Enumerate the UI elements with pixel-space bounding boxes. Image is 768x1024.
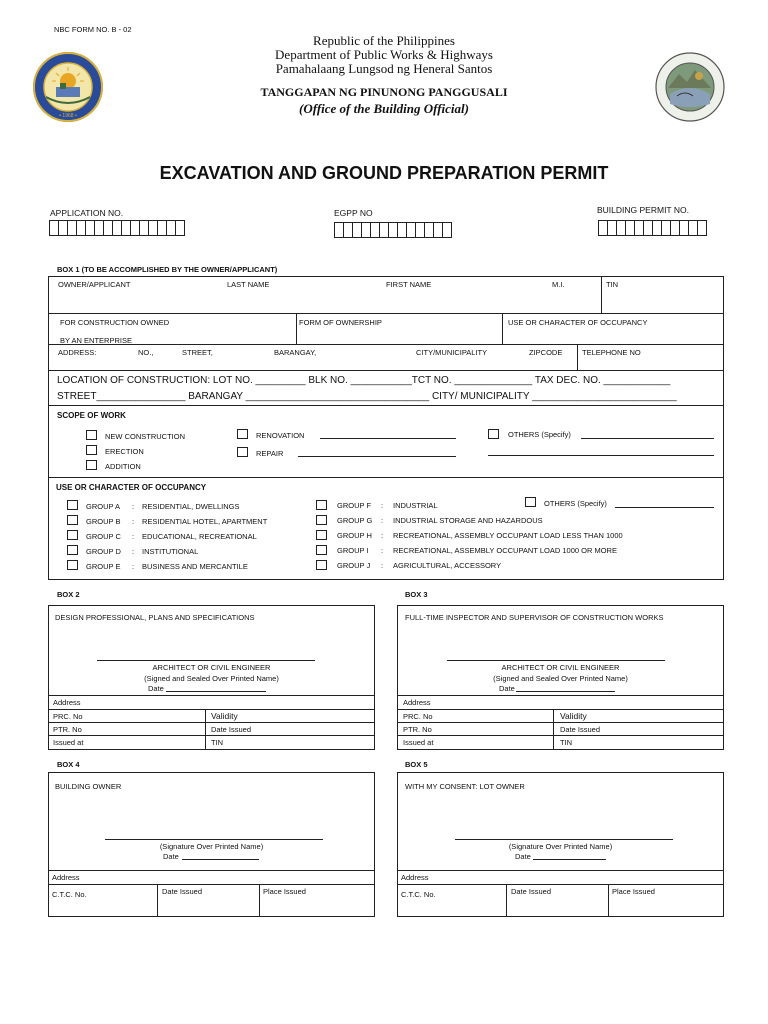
group-sep: : bbox=[132, 517, 135, 526]
svg-text:• 1968 •: • 1968 • bbox=[59, 113, 77, 119]
box3-date-line[interactable] bbox=[516, 691, 615, 692]
box3-address-label: Address bbox=[403, 698, 431, 707]
group-code: GROUP F bbox=[337, 501, 372, 510]
box5-date-label: Date bbox=[515, 852, 531, 861]
repair-checkbox[interactable] bbox=[237, 447, 248, 457]
box3-signer: ARCHITECT OR CIVIL ENGINEER bbox=[501, 663, 620, 672]
box2-validity-label: Validity bbox=[211, 711, 238, 721]
building-permit-no-field[interactable] bbox=[599, 220, 707, 236]
location-of-construction-line[interactable]: LOCATION OF CONSTRUCTION: LOT NO. _________ BLK NO. ___________TCT NO. ______________ TAX DEC. NO. ____________ bbox=[57, 375, 671, 386]
box4-ctc-label: C.T.C. No. bbox=[52, 890, 87, 899]
box5-signed-note: (Signature Over Printed Name) bbox=[508, 842, 613, 851]
group-code: GROUP H bbox=[337, 531, 372, 540]
group-c-checkbox[interactable] bbox=[67, 530, 78, 540]
others-scope-label: OTHERS (Specify) bbox=[508, 430, 571, 439]
address-barangay-label: BARANGAY, bbox=[274, 348, 317, 357]
occupancy-others-specify-line[interactable] bbox=[615, 507, 714, 508]
box2-signed-note: (Signed and Sealed Over Printed Name) bbox=[144, 674, 279, 683]
box5-address-label: Address bbox=[401, 873, 429, 882]
box2-prc-label: PRC. No bbox=[53, 712, 83, 721]
by-an-enterprise-label: BY AN ENTERPRISE bbox=[60, 336, 132, 345]
box2-date-line[interactable] bbox=[166, 691, 266, 692]
group-sep: : bbox=[381, 546, 384, 555]
group-code: GROUP E bbox=[86, 562, 121, 571]
form-of-ownership-label: FORM OF OWNERSHIP bbox=[299, 318, 382, 327]
occupancy-others-checkbox[interactable] bbox=[525, 497, 536, 507]
box4-signed-note: (Signature Over Printed Name) bbox=[159, 842, 264, 851]
page-title: EXCAVATION AND GROUND PREPARATION PERMIT bbox=[159, 163, 609, 183]
new-construction-checkbox[interactable] bbox=[86, 430, 97, 440]
box2-signature-line[interactable] bbox=[97, 660, 315, 661]
group-desc: RECREATIONAL, ASSEMBLY OCCUPANT LOAD 1000 OR MORE bbox=[393, 546, 617, 555]
erection-label: ERECTION bbox=[105, 447, 144, 456]
box3-signature-line[interactable] bbox=[447, 660, 665, 661]
box3-issued-at-label: Issued at bbox=[403, 738, 434, 747]
group-sep: : bbox=[132, 547, 135, 556]
group-desc: RESIDENTIAL HOTEL, APARTMENT bbox=[142, 517, 268, 526]
box4-date-issued-label: Date Issued bbox=[162, 887, 203, 896]
box5-place-issued-label: Place Issued bbox=[612, 887, 655, 896]
others-scope-specify-line-2[interactable] bbox=[488, 455, 714, 456]
owner-applicant-label: OWNER/APPLICANT bbox=[58, 280, 131, 289]
box3-ptr-label: PTR. No bbox=[403, 725, 432, 734]
box2-address-label: Address bbox=[53, 698, 81, 707]
box3-label: BOX 3 bbox=[405, 590, 428, 599]
box5-date-line[interactable] bbox=[533, 859, 606, 860]
group-desc: INDUSTRIAL STORAGE AND HAZARDOUS bbox=[393, 516, 543, 525]
last-name-label: LAST NAME bbox=[227, 280, 270, 289]
group-g-checkbox[interactable] bbox=[316, 515, 327, 525]
telephone-no-label: TELEPHONE NO bbox=[582, 348, 641, 357]
group-code: GROUP D bbox=[86, 547, 121, 556]
box3-prc-label: PRC. No bbox=[403, 712, 433, 721]
application-no-label: APPLICATION NO. bbox=[50, 208, 124, 218]
group-desc: AGRICULTURAL, ACCESSORY bbox=[393, 561, 502, 570]
group-desc: INSTITUTIONAL bbox=[142, 547, 199, 556]
new-construction-label: NEW CONSTRUCTION bbox=[105, 432, 185, 441]
header-department: Department of Public Works & Highways bbox=[275, 47, 493, 62]
header-republic: Republic of the Philippines bbox=[313, 33, 455, 48]
repair-label: REPAIR bbox=[256, 449, 284, 458]
tin-label: TIN bbox=[606, 280, 619, 289]
box3-validity-label: Validity bbox=[560, 711, 587, 721]
erection-checkbox[interactable] bbox=[86, 445, 97, 455]
box5-ctc-label: C.T.C. No. bbox=[401, 890, 436, 899]
office-name-english: (Office of the Building Official) bbox=[299, 101, 469, 116]
building-permit-no-label: BUILDING PERMIT NO. bbox=[597, 205, 689, 215]
group-code: GROUP B bbox=[86, 517, 121, 526]
address-street-label: STREET, bbox=[182, 348, 213, 357]
group-code: GROUP I bbox=[337, 546, 369, 555]
box5-date-issued-label: Date Issued bbox=[511, 887, 552, 896]
others-scope-checkbox[interactable] bbox=[488, 429, 499, 439]
occupancy-others-label: OTHERS (Specify) bbox=[544, 499, 607, 508]
group-desc: INDUSTRIAL bbox=[393, 501, 438, 510]
mi-label: M.I. bbox=[552, 280, 565, 289]
group-b-checkbox[interactable] bbox=[67, 515, 78, 525]
group-code: GROUP A bbox=[86, 502, 121, 511]
header-city-government: Pamahalaang Lungsod ng Heneral Santos bbox=[275, 61, 493, 76]
box2-heading: DESIGN PROFESSIONAL, PLANS AND SPECIFICATIONS bbox=[55, 613, 255, 622]
box2-issued-at-label: Issued at bbox=[53, 738, 84, 747]
group-h-checkbox[interactable] bbox=[316, 530, 327, 540]
group-d-checkbox[interactable] bbox=[67, 545, 78, 555]
group-j-checkbox[interactable] bbox=[316, 560, 327, 570]
occupancy-title: USE OR CHARACTER OF OCCUPANCY bbox=[56, 483, 207, 492]
box4-place-issued-label: Place Issued bbox=[263, 887, 306, 896]
box3-date-label: Date bbox=[499, 684, 515, 693]
group-f-checkbox[interactable] bbox=[316, 500, 327, 510]
box3-heading: FULL-TIME INSPECTOR AND SUPERVISOR OF CONSTRUCTION WORKS bbox=[405, 613, 664, 622]
address-city-label: CITY/MUNICIPALITY bbox=[416, 348, 488, 357]
box4-heading: BUILDING OWNER bbox=[55, 782, 122, 791]
group-sep: : bbox=[381, 501, 384, 510]
box1-title: BOX 1 (TO BE ACCOMPLISHED BY THE OWNER/APPLICANT) bbox=[57, 265, 278, 274]
egpp-no-label: EGPP NO bbox=[334, 208, 373, 218]
group-desc: BUSINESS AND MERCANTILE bbox=[142, 562, 248, 571]
box4-date-label: Date bbox=[163, 852, 179, 861]
group-a-checkbox[interactable] bbox=[67, 500, 78, 510]
box4-date-line[interactable] bbox=[182, 859, 259, 860]
group-desc: EDUCATIONAL, RECREATIONAL bbox=[142, 532, 257, 541]
group-sep: : bbox=[381, 531, 384, 540]
box2-signer: ARCHITECT OR CIVIL ENGINEER bbox=[152, 663, 271, 672]
for-construction-owned-label: FOR CONSTRUCTION OWNED bbox=[60, 318, 170, 327]
box2-date-issued-label: Date Issued bbox=[211, 725, 252, 734]
group-sep: : bbox=[381, 561, 384, 570]
box3-signed-note: (Signed and Sealed Over Printed Name) bbox=[493, 674, 628, 683]
use-or-character-label: USE OR CHARACTER OF OCCUPANCY bbox=[508, 318, 648, 327]
box2-ptr-label: PTR. No bbox=[53, 725, 82, 734]
group-desc: RESIDENTIAL, DWELLINGS bbox=[142, 502, 240, 511]
address-zipcode-label: ZIPCODE bbox=[529, 348, 563, 357]
box4-label: BOX 4 bbox=[57, 760, 80, 769]
box3-date-issued-label: Date Issued bbox=[560, 725, 601, 734]
addition-checkbox[interactable] bbox=[86, 460, 97, 470]
others-scope-specify-line[interactable] bbox=[581, 438, 714, 439]
street-barangay-city-line[interactable]: STREET________________ BARANGAY _________________________________ CITY/ MUNICIPALITY __________________________ bbox=[57, 391, 677, 402]
group-code: GROUP J bbox=[337, 561, 371, 570]
group-e-checkbox[interactable] bbox=[67, 560, 78, 570]
renovation-checkbox[interactable] bbox=[237, 429, 248, 439]
box5-label: BOX 5 bbox=[405, 760, 428, 769]
addition-label: ADDITION bbox=[105, 462, 141, 471]
egpp-no-field[interactable] bbox=[335, 222, 452, 238]
group-code: GROUP C bbox=[86, 532, 121, 541]
group-i-checkbox[interactable] bbox=[316, 545, 327, 555]
box4-address-label: Address bbox=[52, 873, 80, 882]
box2-label: BOX 2 bbox=[57, 590, 80, 599]
box5-heading: WITH MY CONSENT: LOT OWNER bbox=[405, 782, 525, 791]
box5-signature-line[interactable] bbox=[455, 839, 673, 840]
group-code: GROUP G bbox=[337, 516, 373, 525]
box4-signature-line[interactable] bbox=[105, 839, 323, 840]
address-no-label: NO., bbox=[138, 348, 154, 357]
office-name-tagalog: TANGGAPAN NG PINUNONG PANGGUSALI bbox=[260, 85, 508, 99]
group-sep: : bbox=[381, 516, 384, 525]
box2-tin-label: TIN bbox=[211, 738, 224, 747]
group-sep: : bbox=[132, 562, 135, 571]
group-sep: : bbox=[132, 502, 135, 511]
box3-tin-label: TIN bbox=[560, 738, 573, 747]
renovation-specify-line[interactable] bbox=[320, 438, 456, 439]
repair-specify-line[interactable] bbox=[298, 456, 456, 457]
renovation-label: RENOVATION bbox=[256, 431, 305, 440]
group-sep: : bbox=[132, 532, 135, 541]
form-number: NBC FORM NO. B - 02 bbox=[54, 25, 132, 34]
scope-of-work-title: SCOPE OF WORK bbox=[57, 411, 126, 420]
address-label: ADDRESS: bbox=[58, 348, 97, 357]
application-no-field[interactable] bbox=[50, 220, 185, 236]
group-desc: RECREATIONAL, ASSEMBLY OCCUPANT LOAD LESS THAN 1000 bbox=[393, 531, 623, 540]
first-name-label: FIRST NAME bbox=[386, 280, 432, 289]
box2-date-label: Date bbox=[148, 684, 164, 693]
